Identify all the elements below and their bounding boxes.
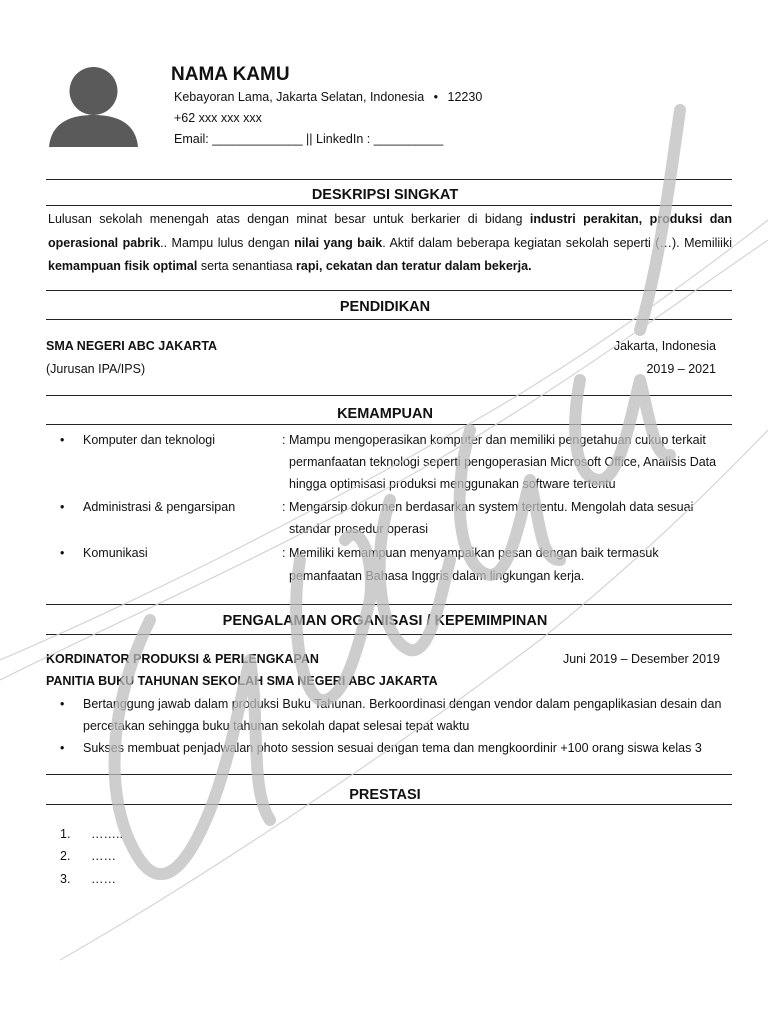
bullet: • (60, 500, 65, 514)
address: Kebayoran Lama, Jakarta Selatan, Indonesia (174, 90, 425, 104)
list-number: 1. (60, 827, 71, 841)
person-silhouette-icon (47, 55, 140, 147)
summary-text: . Aktif dalam beberapa kegiatan sekolah seperti (…). Memiliiki (382, 235, 732, 250)
postal-code: 12230 (447, 90, 483, 104)
phone: +62 xxx xxx xxx (174, 111, 262, 125)
avatar (47, 55, 140, 147)
org-bullet-text: Sukses membuat penjadwalan photo session sesuai dengan tema dan mengkoordinir +100 orang siswa kelas 3 (83, 741, 702, 755)
list-item: …… (91, 872, 116, 886)
divider (46, 290, 732, 291)
school-major: (Jurusan IPA/IPS) (46, 362, 146, 376)
candidate-name: NAMA KAMU (171, 64, 290, 85)
divider (46, 634, 732, 635)
org-dates: Juni 2019 – Desember 2019 (562, 652, 720, 666)
summary-bold: nilai yang baik (294, 235, 383, 250)
school-location: Jakarta, Indonesia (613, 339, 716, 353)
school-years: 2019 – 2021 (646, 362, 716, 376)
org-name: PANITIA BUKU TAHUNAN SEKOLAH SMA NEGERI ABC JAKARTA (46, 674, 438, 688)
summary-bold: industri perakitan, produksi dan operasional pabrik (48, 212, 732, 250)
address-line (174, 90, 482, 104)
org-bullet-text: Bertanggung jawab dalam produksi Buku Tahunan. Berkoordinasi dengan vendor dalam pengaplikasian desain dan (83, 697, 722, 711)
divider (46, 179, 732, 180)
summary-bold: kemampuan fisik optimal (48, 259, 198, 273)
section-title-summary: DESKRIPSI SINGKAT (311, 187, 459, 203)
skill-description: : Mengarsip dokumen berdasarkan system tertentu. Mengolah data sesuai (282, 500, 694, 514)
section-title-skills: KEMAMPUAN (337, 406, 433, 422)
divider (46, 774, 732, 775)
skill-description: pemanfaatan Bahasa Inggris dalam lingkungan kerja. (289, 569, 585, 583)
summary-paragraph (48, 208, 732, 279)
divider (46, 395, 732, 396)
divider (46, 319, 732, 320)
divider (46, 205, 732, 206)
list-number: 2. (60, 849, 71, 863)
skill-name: Komputer dan teknologi (83, 433, 216, 447)
skill-name: Administrasi & pengarsipan (83, 500, 236, 514)
section-title-achievements: PRESTASI (349, 787, 421, 803)
bullet: • (60, 433, 65, 447)
list-number: 3. (60, 872, 71, 886)
summary-text: .. Mampu lulus dengan (160, 235, 295, 250)
divider (46, 804, 732, 805)
divider (46, 424, 732, 425)
list-item: …….. (91, 827, 123, 841)
list-item: …… (91, 849, 116, 863)
bullet-separator: • (433, 90, 439, 104)
bullet: • (60, 697, 65, 711)
org-bullet-text: percetakan sehingga buku tahunan sekolah dapat selesai tepat waktu (83, 719, 470, 733)
divider (46, 604, 732, 605)
bullet: • (60, 546, 65, 560)
bullet: • (60, 741, 65, 755)
skill-description: : Mampu mengoperasikan komputer dan memiliki pengetahuan cukup terkait (282, 433, 706, 447)
section-title-education: PENDIDIKAN (339, 299, 431, 315)
summary-text: Lulusan sekolah menengah atas dengan minat besar untuk berkarier di bidang (48, 212, 530, 226)
org-role: KORDINATOR PRODUKSI & PERLENGKAPAN (46, 652, 319, 666)
summary-text: serta senantiasa (197, 259, 297, 273)
skill-name: Komunikasi (83, 546, 148, 560)
school-name: SMA NEGERI ABC JAKARTA (46, 339, 218, 353)
contact-line: Email: _____________ || LinkedIn : __________ (174, 132, 444, 146)
skill-description: permanfaatan teknologi seperti pengoperasian Microsoft Office, Analisis Data (289, 455, 717, 469)
summary-bold: rapi, cekatan dan teratur dalam bekerja. (296, 259, 532, 273)
skill-description: standar prosedur operasi (289, 522, 428, 536)
skill-description: : Memiliki kemampuan menyampaikan pesan dengan baik termasuk (282, 546, 659, 560)
section-title-organization: PENGALAMAN ORGANISASI / KEPEMIMPINAN (222, 613, 548, 629)
skill-description: hingga optimisasi produksi menggunakan software tertentu (289, 477, 616, 491)
